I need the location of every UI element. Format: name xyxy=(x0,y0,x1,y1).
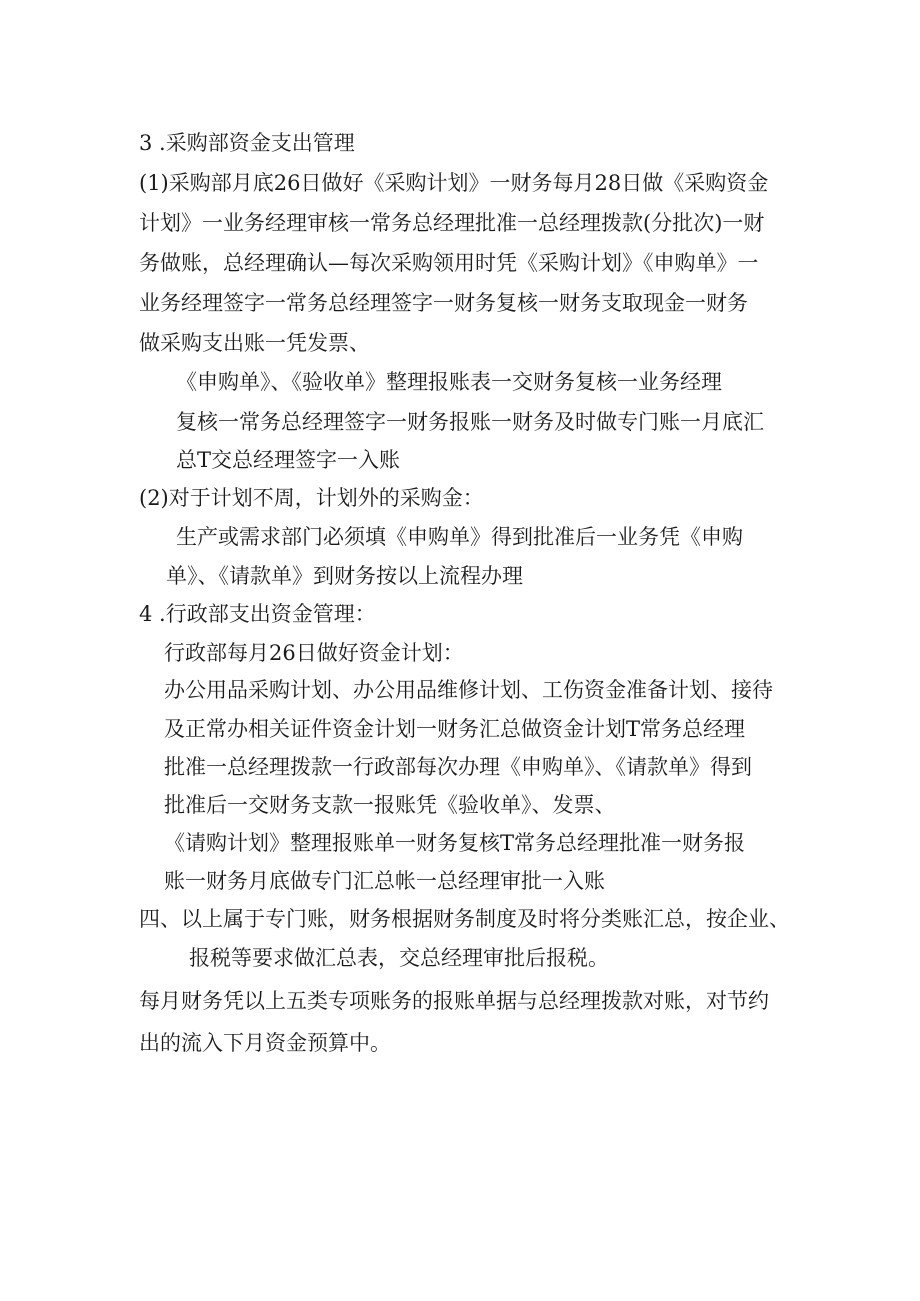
paragraph-line: 账一财务月底做专门汇总帐一总经理审批一入账 xyxy=(164,869,605,893)
paragraph-line: 复核一常务总经理签字一财务报账一财务及时做专门账一月底汇 xyxy=(176,410,764,434)
paragraph-line: 总T交总经理签字一入账 xyxy=(176,448,401,472)
paragraph-line: 报税等要求做汇总表，交总经理审批后报税。 xyxy=(189,946,609,970)
paragraph-line: 每月财务凭以上五类专项账务的报账单据与总经理拨款对账，对节约 xyxy=(139,989,769,1013)
paragraph-line: 《请购计划》整理报账单一财务复核T常务总经理批准一财务报 xyxy=(164,831,746,855)
paragraph-line: 生产或需求部门必须填《申购单》得到批准后一业务凭《申购 xyxy=(176,525,743,549)
paragraph-line: 批准后一交财务支款一报账凭《验收单》、发票、 xyxy=(164,793,616,817)
paragraph-line: 计划》一业务经理审核一常务总经理批准一总经理拨款(分批次)一财 xyxy=(139,211,765,235)
paragraph-line: (1)采购部月底26日做好《采购计划》一财务每月28日做《采购资金 xyxy=(139,171,769,195)
paragraph-line: 行政部每月26日做好资金计划： xyxy=(164,641,464,665)
paragraph-line: 《申购单》、《验收单》整理报账表一交财务复核一业务经理 xyxy=(176,370,722,394)
paragraph-line: 办公用品采购计划、办公用品维修计划、工伤资金准备计划、接待 xyxy=(164,678,773,702)
paragraph-line: 四、以上属于专门账，财务根据财务制度及时将分类账汇总，按企业、 xyxy=(139,907,790,931)
paragraph-line: 单》、《请款单》到财务按以上流程办理 xyxy=(166,564,523,588)
section-heading-administration: 4 .行政部支出资金管理： xyxy=(139,602,376,626)
paragraph-line: 批准一总经理拨款一行政部每次办理《申购单》、《请款单》得到 xyxy=(164,755,752,779)
paragraph-line: (2)对于计划不周，计划外的采购金： xyxy=(139,486,484,510)
section-heading-procurement: 3 .采购部资金支出管理 xyxy=(139,131,355,155)
paragraph-line: 做采购支出账一凭发票、 xyxy=(139,331,370,355)
paragraph-line: 及正常办相关证件资金计划一财务汇总做资金计划T常务总经理 xyxy=(164,717,746,741)
paragraph-line: 业务经理签字一常务总经理签字一财务复核一财务支取现金一财务 xyxy=(139,291,748,315)
paragraph-line: 务做账，总经理确认—每次采购领用时凭《采购计划》《申购单》一 xyxy=(139,251,759,275)
paragraph-line: 出的流入下月资金预算中。 xyxy=(139,1031,391,1055)
